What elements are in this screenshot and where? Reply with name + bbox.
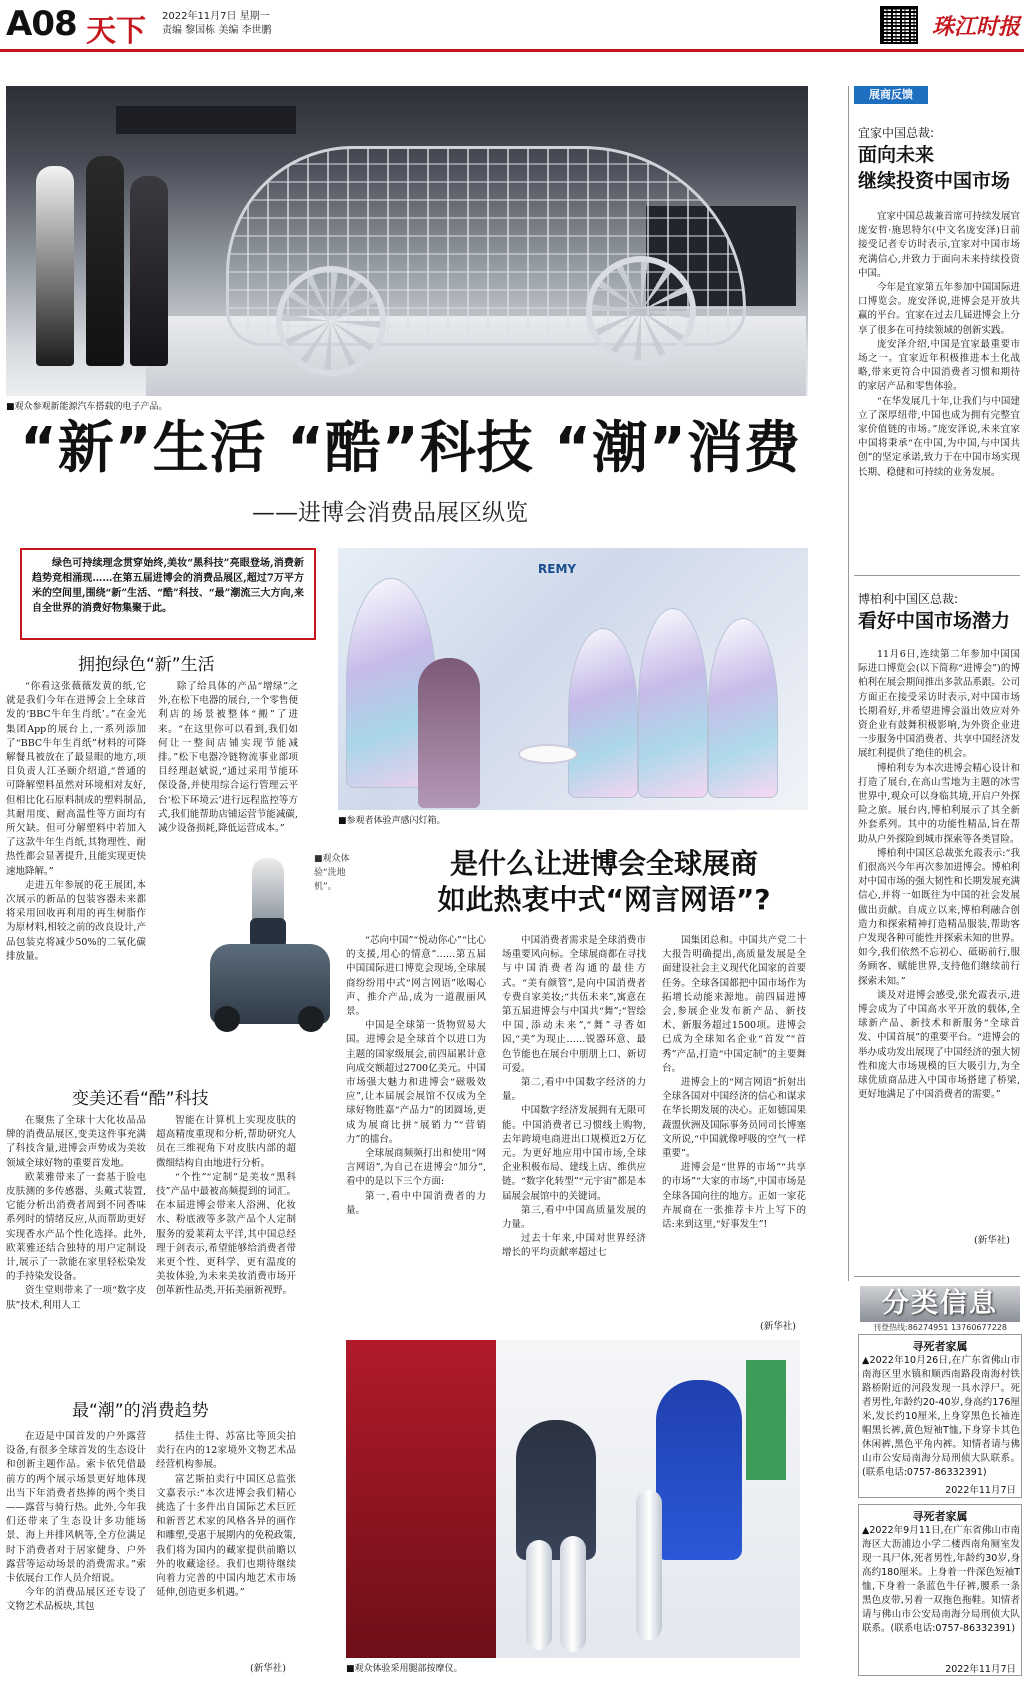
car-wheel	[586, 256, 696, 366]
article-column	[502, 934, 646, 1334]
machine-wheel	[298, 1006, 324, 1032]
section-divider	[854, 1276, 1020, 1277]
notice-title: 寻死者家属	[912, 1510, 968, 1523]
masthead	[0, 0, 1024, 52]
paragraph: 智能在计算机上实现皮肤的超高精度重现和分析,帮助研究人员在三维视角下对皮肤内部的超微细结构自由地进行分析。	[156, 1115, 296, 1169]
paragraph: 第二,看中中国数字经济的力量。	[502, 1077, 646, 1103]
notice-text: ▲2022年9月11日,在广东省佛山市南海区大沥浦边小学二楼西南角厕室发现一具尸体,死者男性,年龄约30岁,身高约180厘米。上身着一件深色短袖T恤,下身着一条蓝色牛仔裤,腰系一条黑色皮带,另着一双拖色拖鞋。知情者请与佛山市公安局南海分局刑侦大队联系。(联系电话:0757-86332391)	[862, 1525, 1020, 1634]
byline: (新华社)	[974, 1235, 1010, 1246]
paragraph: 进博会上的“网言网语”折射出全球各国对中国经济的信心和谋求在华长期发展的决心。正如德国果蔬盟伙洲及国际事务员同司长博塞文所说,“中国就像呼吸的空气一样重要”。	[662, 1077, 806, 1160]
section-title: 变美还看“酷”科技	[72, 1089, 209, 1109]
qr-code-icon	[880, 6, 918, 44]
section-title: 最“潮”的消费趋势	[72, 1401, 209, 1421]
paragraph: “你看这张薇薇发黄的纸,它就是我们今年在进博会上全球首发的‘BBC牛年生肖纸’。”在金光集团App的展台上,一系列添加了“BBC牛年生肖纸”材料的可降解餐具被放在了最显眼的地方,项目负责人江圣颐介绍道,“普通的可降解塑料虽然对环境相对友好,但相比化石原料制成的塑料制品,其耐用度、耐高温性等方面均有所欠缺。但可分解塑料中若加入了这款牛年生肖纸,其物理性、耐热性都会显著提升,且能实现更快速地降解。”	[6, 681, 146, 877]
paragraph: 国集团总和。中国共产党二十大报告明确提出,高质量发展是全面建设社会主义现代化国家的首要任务。全球各国都把中国市场作为拓增长动能来源地。前四届进博会,参展企业发布新产品、新技术、新服务超过1500项。进博会已成为全球知名企业“首发”“首秀”产品,打造“中国定制”的主要舞台。	[662, 935, 806, 1074]
paragraph: 第三,看中中国高质量发展的力量。	[502, 1204, 646, 1231]
visitor-figure	[130, 176, 168, 366]
notice-text: ▲2022年10月26日,在广东省佛山市南海区里水镇和顺西南路段南海村铁路桥附近的河段发现一具水浮尸。死者男性,年龄约20-40岁,身高约176厘米,发长约10厘米,上身穿黑色长袖连帽黑长裤,黄色短袖T恤,下身穿卡其色休闲裤,黑色平角内裤。知情者请与佛山市公安局南海分局刑侦大队联系。(联系电话:0757-86332391)	[862, 1355, 1020, 1478]
article-column	[6, 1430, 146, 1676]
article-column	[662, 934, 806, 1318]
sidebar-headline: 看好中国市场潜力	[858, 610, 1011, 632]
sidebar-article	[858, 648, 1020, 1226]
byline: (新华社)	[250, 1663, 286, 1674]
photo-caption: ■观众参观新能源汽车搭载的电子产品。	[6, 402, 168, 412]
light-dome	[708, 618, 778, 798]
paragraph: 宜家中国总裁兼首席可持续发展官庞安哲·施思特尔(中文名庞安泽)日前接受记者专访时表示,宜家对中国市场充满信心,并致力于面向未来持续投资中国。	[858, 211, 1020, 279]
column-divider	[848, 86, 849, 1281]
paragraph: 欧莱雅带来了一套基于脸电皮肤测的多传感器、头戴式装置,它能分析出消费者周到不同香味系列时的情绪反应,从而帮助更好实现香水产品个性化选择。此外,欧莱雅还结合独特的用户定制设计,展示了一款能在家里轻松染发的手持染发设备。	[6, 1171, 146, 1283]
photo-red-backdrop	[346, 1340, 496, 1658]
feature-headline	[398, 846, 810, 918]
visitor-figure	[86, 156, 124, 366]
sidebar-article	[858, 210, 1020, 560]
main-headline: “新”生活 “酷”科技 “潮”消费	[20, 416, 801, 481]
visitor-figure	[516, 1420, 596, 1560]
paragraph: 在聚焦了全球十大化妆品品牌的消费品展区,变美这件事充满了科技含量,进博会声势成为美妆领域全球好物的重要首发地。	[6, 1115, 146, 1169]
paragraph: “在华发展几十年,让我们与中国建立了深厚纽带,中国也成为拥有完整宜家价值链的市场。”庞安泽说,未来宜家中国将秉承“在中国,为中国,与中国共创”的坚定承诺,致力于在中国市场实现长期、稳健和可持续的业务发展。	[858, 395, 1020, 478]
photo-caption: ■参观者体验声感闪灯箱。	[338, 816, 446, 826]
paragraph: 中国消费者需求是全球消费市场重要风向标。全球展商都在寻找与中国消费者沟通的最佳方式。“美有颜管”,是向中国消费者专费自家美妆;“共伍未来”,寓意在第五届进博会与中国共“舞”;“智绘中国,添动未来”,“舞”寻香如因,“美”为现止……锐器环意、最色节能也在展台中朋朋上口、新切可爱。	[502, 935, 646, 1074]
sidebar-headline-line: 面向未来	[858, 144, 935, 166]
sidebar-kicker: 宜家中国总裁:	[858, 126, 935, 140]
photo-sign: REMY	[538, 562, 577, 576]
massage-sleeve	[526, 1540, 552, 1650]
article-column	[6, 680, 146, 1042]
machine-wheel	[214, 1006, 240, 1032]
photo-caption: ■观众体验采用腿部按摩仪。	[346, 1664, 463, 1674]
paragraph: “个性”“定制”是美妆“黑科技”产品中最被高频提到的词汇。在本届进博会带来人浴洲、化妆水、粉底液等多款产品个人定制服务的爱莱莉太平洋,其中国总经理于剑表示,希望能够给消费者带来更个性、更科学、更有温度的美妆体验,为未来美妆消费市场开创革新性品类,开拓美丽新视野。	[156, 1171, 296, 1297]
paragraph: 富艺斯拍卖行中国区总监张文嘉表示:“本次进博会我们精心挑选了十多件出自国际艺术巨匠和新晋艺术家的风格各异的画作和雕塑,受惠于展期内的免税政策,我们将为国内的藏家提供前瞻以外的收藏途径。我们也期待继续向着力完善的中国内地艺术市场延伸,创造更多机遇。”	[156, 1473, 296, 1599]
editor-line: 责编 黎国栋 美编 李世鹏	[162, 25, 272, 36]
issue-meta	[162, 10, 272, 38]
paragraph: 今年是宜家第五年参加中国国际进口博览会。庞安泽说,进博会是开放共赢的平台。宜家在过去几届进博会上分享了很多在可持续领域的创新实践。	[858, 282, 1020, 336]
photo-tech-exhibit	[338, 548, 808, 810]
notice-date: 2022年11月7日	[945, 1485, 1016, 1496]
sidebar-headline-line: 继续投资中国市场	[858, 170, 1011, 192]
photo-caption: ■观众体验“洗地机”。	[314, 854, 350, 892]
section-title: 拥抱绿色“新”生活	[78, 655, 215, 675]
paragraph: 走进五年参展的花王展团,本次展示的新品的包装容器未来都将采用回收再利用的再生树脂作为原材料,相较之前的改良设计,产品包装克将减少50%的二氧化碳排放量。	[6, 879, 146, 962]
sidebar-headline	[858, 142, 1010, 194]
story-divider	[854, 575, 1020, 576]
classifieds-phone: 刊登热线:86274951 13760677228	[873, 1323, 1007, 1332]
paragraph: 进博会是“世界的市场”“共享的市场”“大家的市场”,中国市场是全球各国向往的地方。正如一家花卉展商在一张推荐卡片上写下的话:来到这里,“好事发生”!	[662, 1162, 806, 1231]
sidebar-tag: 展商反馈	[854, 86, 928, 104]
main-subheadline: ——进博会消费品展区纵览	[252, 500, 528, 526]
photo-car-exhibit	[6, 86, 808, 396]
paragraph: 谈及对进博会感受,张允霞表示,进博会成为了中国高水平开放的载体,全球新产品、新技术和新服务“全球首发、中国首展”的重要平台。“进博会的举办成功发出展现了中国经济的强大韧性和庞大市场规模的巨大吸引力,为全球优质商品进入中国市场搭建了桥梁,更好地满足了中国消费者的需要。”	[858, 989, 1020, 1101]
feature-headline-line: 如此热衷中式“网言网语”?	[437, 883, 771, 916]
lead-text: 绿色可持续理念贯穿始终,美妆“黑科技”亮眼登场,消费新趋势竞相涌现……在第五届进博会的消费品展区,超过7万平方米的空间里,围绕“新”生活、“酷”科技、“最”潮流三大方向,来自全世界的消费好物集聚于此。	[32, 558, 304, 614]
feature-headline-line: 是什么让进博会全球展商	[449, 847, 758, 880]
massage-hose	[636, 1490, 662, 1640]
section-name: 天下	[86, 14, 146, 49]
paragraph: “芯向中国”“悦动你心”“比心的支援,用心的情意”……第五届中国国际进口博览会现场,全球展商纷纷用中式“网言网语”吆喝心声、推介产品,成为一道靓丽风景。	[346, 935, 486, 1018]
paragraph: 第一,看中中国消费者的力量。	[346, 1190, 486, 1216]
paragraph: 11月6日,连续第二年参加中国国际进口博览会(以下简称“进博会”)的博柏利在展会期间推出多款品系跟。公司方面正在接受采访时表示,对中国市场长期看好,并希望进博会溢出效应对外资企业有鼓舞积极影响,为外资企业进一步服务中国消费者、共享中国经济发展红利提供了绝佳的机会。	[858, 649, 1020, 760]
paragraph: 博柏利中国区总裁张允霞表示:“我们很高兴今年再次参加进博会。博柏利对中国市场的强大韧性和长期发展充满信心,并将一如既往为中国的社会发展做出贡献。自成立以来,博柏利融合创造力和探索精神打造精品服装,帮助客户发现各种可能性并探索未知的世界。如今,我们依然不忘初心、砥砺前行,服务顾客、赋能世界,支持他们继续前行探索未知。”	[858, 847, 1020, 987]
photo-massage-device	[346, 1340, 800, 1658]
notice-title: 寻死者家属	[912, 1340, 968, 1353]
byline: (新华社)	[760, 1321, 796, 1332]
paragraph: 博柏利专为本次进博会精心设计和打造了展台,在高山雪地为主题的冰雪世界中,观众可以身临其境,开启户外探险之旅。展台内,博柏利展示了其全新外套系列。其中的功能性精品,旨在帮助从户外探险到城市探索等各类冒险。	[858, 762, 1020, 845]
paragraph: 庞安泽介绍,中国是宜家最重要市场之一。宜家近年积极推进本土化战略,带来更符合中国消费者习惯和期待的家居产品和零售体验。	[858, 338, 1020, 393]
paragraph: 括佳士得、苏富比等顶尖拍卖行在内的12家境外文物艺术品经营机构参展。	[156, 1431, 296, 1471]
article-column	[346, 934, 486, 1334]
paragraph: 过去十年来,中国对世界经济增长的平均贡献率超过七	[502, 1233, 646, 1259]
visitor-figure	[36, 166, 74, 366]
paragraph: 在迈是中国首发的户外露营设备,有很多全球首发的生态设计和创新主题作品。索卡依凭借最前方的两个展示场景更好地体现出当下年消费者热捧的两个类目——露营与骑行热。此外,今年我们还带来了生态设计多功能场景、海上并排风帆等,全方位满足时下消费者对于居家健身、户外露营等运动场景的消费需求。”索卡依展台工作人员介绍说。	[6, 1431, 146, 1585]
paragraph: 中国是全球第一货物贸易大国。进博会是全球首个以进口为主题的国家级展会,前四届累计意向成交额超过2700亿美元。中国市场强大魅力和进博会“磁吸效应”,让本届展会展馆不仅成为全球好物胜嘉“产品力”的团圆场,更成为展商比拼“展销力”“营销力”的擂台。	[346, 1020, 486, 1145]
paragraph: 中国数字经济发展拥有无限可能。中国消费者已习惯线上购物,去年跨境电商进出口规模近2万亿元。为更好地应用中国市场,全球企业积极布局、建线上店、维供应链。“数字化转型”“元宇宙”都是本届展会展馆中的关键词。	[502, 1105, 646, 1202]
classifieds-banner: 分类信息	[860, 1286, 1020, 1322]
paragraph: 除了给具体的产品“增绿”之外,在松下电器的展台,一个零售便利店的场景被整体“搬”了进来。“在这里你可以看到,我们如何让一整间店铺实现节能减排。”松下电器冷链物流事业部项目经理赵斌说,“通过采用节能环保设备,并使用综合运行管理云平台‘松下环境云’进行远程监控等方式,我们能帮助店铺运营节能减碳,减少设备损耗,降低运营成本。”	[158, 681, 298, 835]
massage-sleeve	[560, 1536, 586, 1652]
article-column	[156, 1430, 296, 1660]
photo-green-sign	[746, 1360, 786, 1480]
light-dome	[638, 608, 708, 798]
date-line: 2022年11月7日 星期一	[162, 11, 270, 22]
article-column	[156, 1114, 296, 1378]
sidebar-kicker: 博柏利中国区总裁:	[858, 592, 959, 606]
visitor-figure	[418, 658, 480, 808]
staff-figure	[656, 1380, 742, 1560]
light-dome	[568, 628, 638, 798]
notice-date: 2022年11月7日	[945, 1664, 1016, 1675]
paragraph: 资生堂则带来了一项“数字皮肤”技术,利用人工	[6, 1285, 146, 1311]
lead-box	[20, 548, 316, 640]
photo-banner	[116, 106, 296, 134]
newspaper-logo: 珠江时报	[932, 14, 1021, 40]
article-column	[6, 1114, 146, 1378]
paragraph: 全球展商频频打出和使用“网言网语”,为自己在进博会“加分”,看中的是以下三个方面:	[346, 1148, 486, 1188]
lamp-device	[518, 744, 578, 764]
page-number: A08	[6, 4, 77, 44]
car-wheel	[276, 266, 386, 376]
paragraph: 今年的消费品展区还专设了文物艺术品板块,其包	[6, 1587, 146, 1613]
